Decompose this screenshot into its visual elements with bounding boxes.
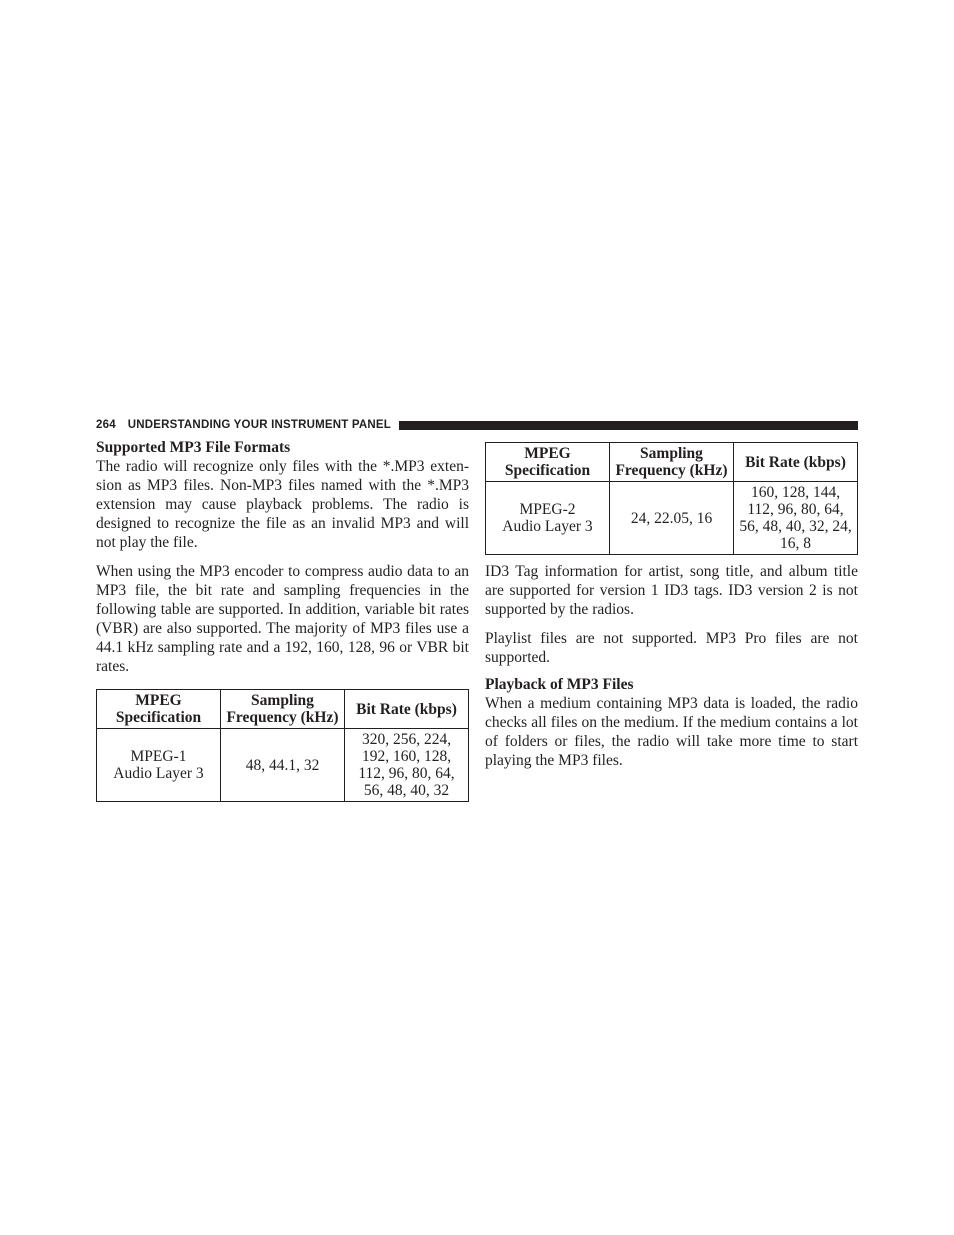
mpeg2-table [485, 442, 858, 555]
cell-spec: MPEG-1 Audio Layer 3 [97, 729, 221, 802]
table-row [486, 482, 858, 555]
cell-spec: MPEG-2 Audio Layer 3 [486, 482, 610, 555]
heading-supported-formats: Supported MP3 File Formats [96, 439, 291, 456]
left-column [96, 438, 469, 802]
page-number: 264 [96, 419, 116, 431]
col-header-spec: MPEG Specification [486, 443, 610, 482]
col-header-bitrate: Bit Rate (kbps) [734, 443, 858, 482]
cell-bitrate: 160, 128, 144, 112, 96, 80, 64, 56, 48, 40, 32, 24, 16, 8 [734, 482, 858, 555]
page-header [96, 417, 858, 433]
right-column [485, 438, 858, 770]
table-header-row [97, 690, 469, 729]
col-header-sampling: Sampling Frequency (kHz) [221, 690, 345, 729]
heading-playback: Playback of MP3 Files [485, 676, 634, 693]
cell-sampling: 48, 44.1, 32 [221, 729, 345, 802]
section-title: UNDERSTANDING YOUR INSTRUMENT PANEL [127, 419, 391, 431]
col-header-spec: MPEG Specification [97, 690, 221, 729]
paragraph-id3: ID3 Tag information for artist, song title, and album title are supported for version 1 ID3 tags. ID3 version 2 is not supported by the radios. [485, 563, 858, 618]
cell-sampling: 24, 22.05, 16 [610, 482, 734, 555]
paragraph-playback: When a medium containing MP3 data is loaded, the radio checks all files on the medium. If the medium contains a lot of folders or files, the radio will take more time to start playing the MP3 files. [485, 695, 858, 769]
table-header-row [486, 443, 858, 482]
paragraph-playlist: Playlist files are not supported. MP3 Pro files are not supported. [485, 630, 858, 666]
col-header-sampling: Sampling Frequency (kHz) [610, 443, 734, 482]
header-rule [399, 421, 858, 430]
mpeg1-table [96, 689, 469, 802]
table-row [97, 729, 469, 802]
col-header-bitrate: Bit Rate (kbps) [345, 690, 469, 729]
cell-bitrate: 320, 256, 224, 192, 160, 128, 112, 96, 80, 64, 56, 48, 40, 32 [345, 729, 469, 802]
paragraph-encoder: When using the MP3 encoder to compress audio data to an MP3 file, the bit rate and sampling frequencies in the following table are supported. In addition, variable bit rates (VBR) are also supported. The majority of MP3 files use a 44.1 kHz sampling rate and a 192, 160, 128, 96 or VBR bit rates. [96, 563, 469, 675]
paragraph-recognize: The radio will recognize only files with the *.MP3 exten-sion as MP3 files. Non-MP3 files named with the *.MP3 extension may cause playback problems. The radio is designed to recognize the file as an invalid MP3 and will not play the file. [96, 458, 469, 551]
